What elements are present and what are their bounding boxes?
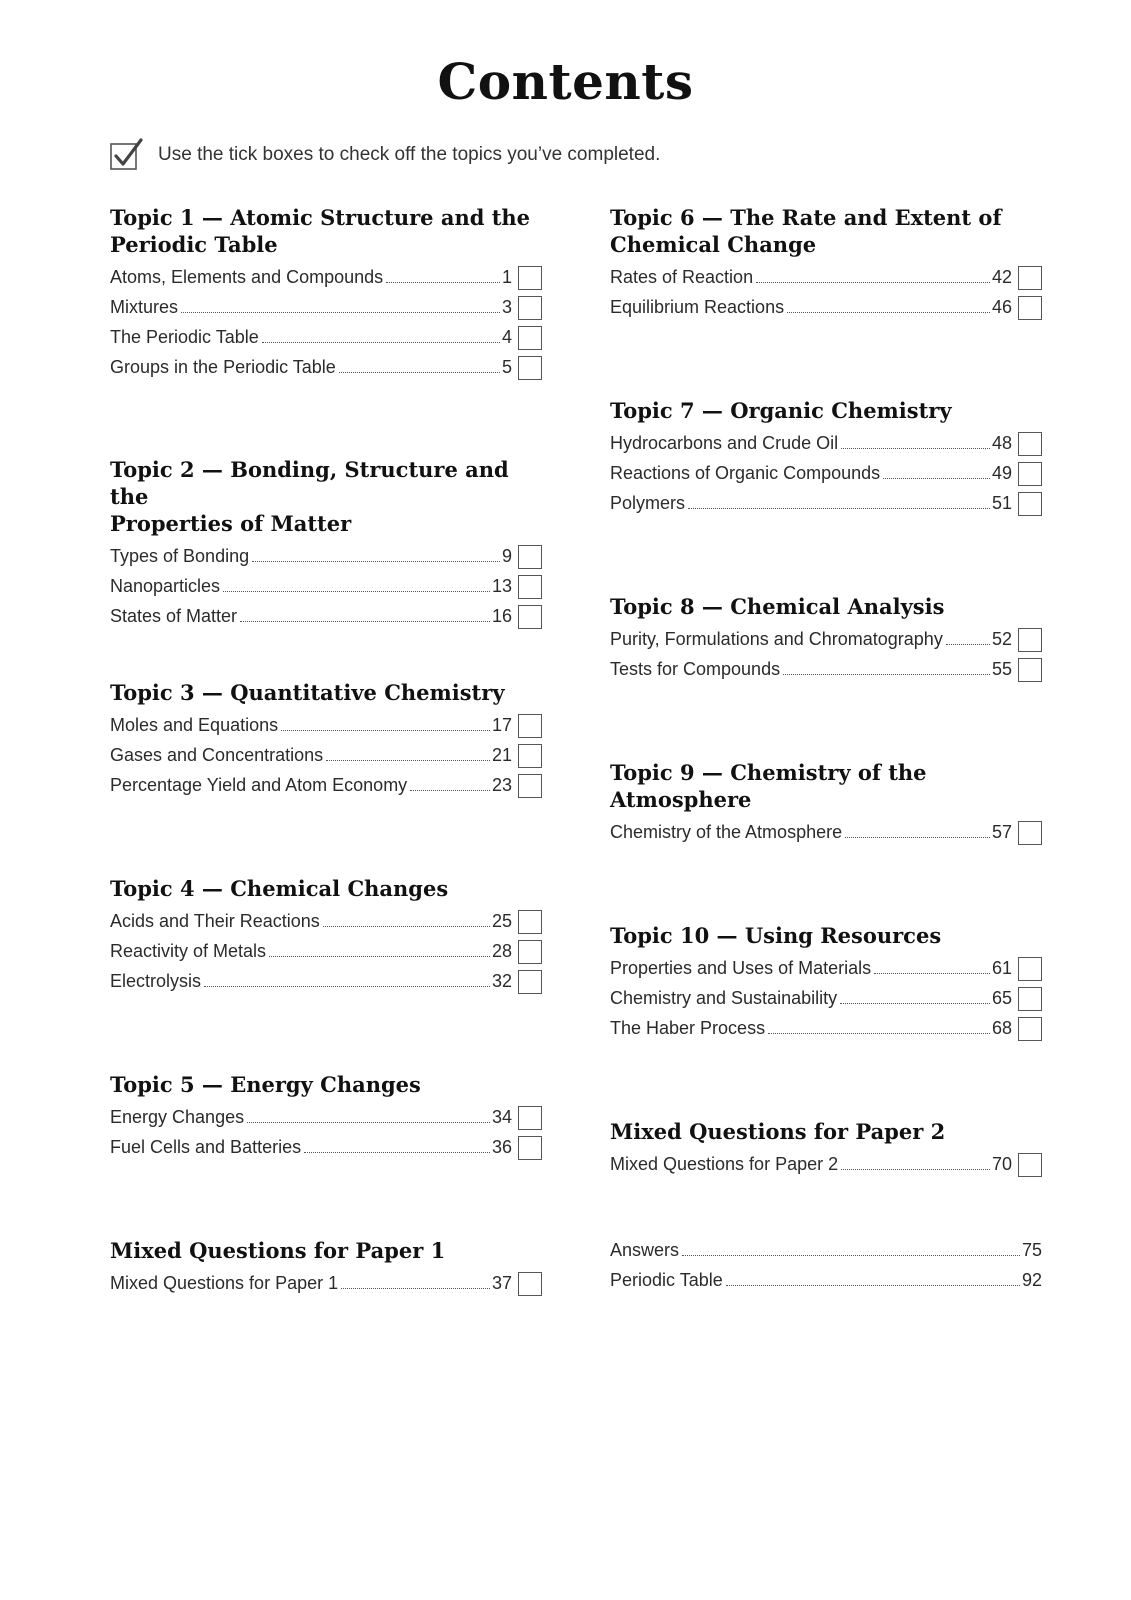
dot-leader [841, 1169, 990, 1170]
toc-entry [610, 292, 1042, 322]
dot-leader [204, 986, 490, 987]
instruction-text: Use the tick boxes to check off the topics you’ve completed. [158, 144, 661, 165]
toc-entry [110, 966, 542, 996]
toc-entry-label: Groups in the Periodic Table [110, 357, 336, 377]
dot-leader [883, 478, 990, 479]
toc-entry-label: Moles and Equations [110, 715, 279, 735]
toc-entry-label: Mixed Questions for Paper 2 [610, 1154, 839, 1174]
toc-entry [110, 936, 542, 966]
section-title [110, 204, 542, 258]
toc-section [610, 759, 1042, 847]
toc-entry-page: 70 [991, 1154, 1012, 1174]
tick-box[interactable] [518, 970, 542, 994]
dot-leader [787, 312, 990, 313]
dot-leader [756, 282, 990, 283]
tick-box[interactable] [518, 356, 542, 380]
tick-box[interactable] [518, 940, 542, 964]
toc-entry-label: Mixed Questions for Paper 1 [110, 1273, 339, 1293]
tick-box[interactable] [518, 744, 542, 768]
dot-leader [874, 973, 990, 974]
tick-box[interactable] [518, 1136, 542, 1160]
section-title [110, 679, 542, 706]
toc-section [610, 204, 1042, 322]
toc-entry-page: 49 [991, 463, 1012, 483]
toc-entry-page: 34 [491, 1107, 512, 1127]
section-title [610, 1118, 1042, 1145]
toc-entry [610, 428, 1042, 458]
toc-entry-label: Gases and Concentrations [110, 745, 324, 765]
tick-box[interactable] [1018, 492, 1042, 516]
tick-box[interactable] [1018, 462, 1042, 486]
section-title-line: Topic 9 — Chemistry of the [610, 760, 927, 785]
section-title-line: Topic 10 — Using Resources [610, 923, 942, 948]
dot-leader [783, 674, 990, 675]
tick-box[interactable] [518, 266, 542, 290]
tick-box[interactable] [518, 774, 542, 798]
toc-entry [110, 601, 542, 631]
instruction [110, 138, 660, 172]
tick-box[interactable] [1018, 658, 1042, 682]
section-title [110, 1071, 542, 1098]
toc-entry [110, 541, 542, 571]
section-title-line: Topic 4 — Chemical Changes [110, 876, 449, 901]
toc-entry [110, 292, 542, 322]
toc-entry [110, 906, 542, 936]
section-title [610, 922, 1042, 949]
tick-box[interactable] [1018, 1153, 1042, 1177]
toc-entry-label: Properties and Uses of Materials [610, 958, 872, 978]
toc-entry [110, 262, 542, 292]
toc-entry-label: Equilibrium Reactions [610, 297, 785, 317]
toc-entry [610, 817, 1042, 847]
toc-entry [610, 654, 1042, 684]
toc-entry-page: 28 [491, 941, 512, 961]
toc-section [110, 1071, 542, 1162]
dot-leader [682, 1255, 1020, 1256]
dot-leader [247, 1122, 490, 1123]
tick-box[interactable] [518, 326, 542, 350]
toc-entry-page: 75 [1021, 1240, 1042, 1260]
section-title-line: Periodic Table [110, 232, 278, 257]
section-title-line: Topic 7 — Organic Chemistry [610, 398, 952, 423]
toc-entry [610, 1149, 1042, 1179]
dot-leader [281, 730, 490, 731]
toc-entry-label: Purity, Formulations and Chromatography [610, 629, 943, 649]
checkbox-tick-icon [110, 138, 144, 172]
toc-entry-page: 51 [991, 493, 1012, 513]
dot-leader [262, 342, 500, 343]
toc-entry-page: 92 [1021, 1270, 1042, 1290]
section-title [610, 397, 1042, 424]
toc-entry-label: Types of Bonding [110, 546, 250, 566]
toc-entry [610, 983, 1042, 1013]
toc-entry-page: 23 [491, 775, 512, 795]
dot-leader [946, 644, 990, 645]
toc-entry-label: Percentage Yield and Atom Economy [110, 775, 408, 795]
toc-section [110, 204, 542, 382]
toc-section [610, 593, 1042, 684]
toc-entry-label: Acids and Their Reactions [110, 911, 320, 931]
toc-entry-label: Chemistry and Sustainability [610, 988, 838, 1008]
toc-entry-label: Tests for Compounds [610, 659, 781, 679]
toc-entry [610, 953, 1042, 983]
toc-entry-page: 25 [491, 911, 512, 931]
toc-entry-page: 21 [491, 745, 512, 765]
toc-entry-label: Energy Changes [110, 1107, 245, 1127]
toc-entry-label: Atoms, Elements and Compounds [110, 267, 384, 287]
toc-entry [610, 1013, 1042, 1043]
toc-entry-page: 57 [991, 822, 1012, 842]
toc-entry-page: 5 [501, 357, 512, 377]
tick-box[interactable] [1018, 987, 1042, 1011]
toc-entry [110, 1132, 542, 1162]
toc-entry-label: Reactivity of Metals [110, 941, 267, 961]
toc-section [110, 679, 542, 800]
toc-entry-label: Mixtures [110, 297, 179, 317]
dot-leader [223, 591, 490, 592]
back-matter [610, 1235, 1042, 1295]
toc-entry-page: 17 [491, 715, 512, 735]
dot-leader [726, 1285, 1020, 1286]
toc-entry [610, 262, 1042, 292]
dot-leader [841, 448, 990, 449]
toc-entry [110, 710, 542, 740]
toc-entry [110, 322, 542, 352]
section-title [110, 1237, 542, 1264]
toc-entry-label: Chemistry of the Atmosphere [610, 822, 843, 842]
toc-entry-label: Polymers [610, 493, 686, 513]
dot-leader [410, 790, 490, 791]
section-title-line: Topic 8 — Chemical Analysis [610, 594, 945, 619]
toc-entry [110, 1268, 542, 1298]
toc-entry [610, 1265, 1042, 1295]
dot-leader [252, 561, 500, 562]
section-title-line: Topic 2 — Bonding, Structure and the [110, 457, 509, 509]
toc-section [610, 1118, 1042, 1179]
toc-entry-label: The Periodic Table [110, 327, 259, 347]
toc-entry-label: Reactions of Organic Compounds [610, 463, 881, 483]
section-title-line: Mixed Questions for Paper 2 [610, 1119, 946, 1144]
toc-entry [110, 352, 542, 382]
section-title-line: Chemical Change [610, 232, 817, 257]
tick-box[interactable] [1018, 296, 1042, 320]
toc-entry-page: 46 [991, 297, 1012, 317]
toc-entry-page: 36 [491, 1137, 512, 1157]
tick-box[interactable] [1018, 1017, 1042, 1041]
toc-entry-label: Fuel Cells and Batteries [110, 1137, 302, 1157]
toc-entry-page: 4 [501, 327, 512, 347]
toc-entry [110, 1102, 542, 1132]
toc-entry-page: 52 [991, 629, 1012, 649]
toc-entry-page: 61 [991, 958, 1012, 978]
toc-entry-label: Answers [610, 1240, 680, 1260]
section-title [610, 593, 1042, 620]
dot-leader [326, 760, 490, 761]
dot-leader [181, 312, 500, 313]
toc-entry-page: 55 [991, 659, 1012, 679]
dot-leader [386, 282, 500, 283]
toc-entry-page: 13 [491, 576, 512, 596]
tick-box[interactable] [518, 910, 542, 934]
section-title-line: Topic 1 — Atomic Structure and the [110, 205, 531, 230]
toc-entry-page: 42 [991, 267, 1012, 287]
toc-section [110, 1237, 542, 1298]
toc-entry-page: 1 [501, 267, 512, 287]
tick-box[interactable] [518, 605, 542, 629]
toc-entry-label: The Haber Process [610, 1018, 766, 1038]
section-title-line: Topic 6 — The Rate and Extent of [610, 205, 1002, 230]
dot-leader [304, 1152, 490, 1153]
tick-box[interactable] [518, 1106, 542, 1130]
toc-entry-label: Hydrocarbons and Crude Oil [610, 433, 839, 453]
toc-section [110, 875, 542, 996]
toc-entry [610, 488, 1042, 518]
tick-box[interactable] [518, 1272, 542, 1296]
tick-box[interactable] [518, 714, 542, 738]
tick-box[interactable] [1018, 821, 1042, 845]
dot-leader [339, 372, 500, 373]
toc-section [110, 456, 542, 631]
section-title-line: Mixed Questions for Paper 1 [110, 1238, 446, 1263]
toc-entry-label: Nanoparticles [110, 576, 221, 596]
dot-leader [341, 1288, 490, 1289]
page-title: Contents [437, 52, 694, 111]
tick-box[interactable] [518, 296, 542, 320]
toc-entry [110, 770, 542, 800]
dot-leader [323, 926, 490, 927]
dot-leader [688, 508, 990, 509]
toc-entry-page: 37 [491, 1273, 512, 1293]
dot-leader [269, 956, 490, 957]
toc-entry-label: States of Matter [110, 606, 238, 626]
tick-box[interactable] [1018, 432, 1042, 456]
toc-entry-page: 68 [991, 1018, 1012, 1038]
dot-leader [845, 837, 990, 838]
toc-entry [110, 740, 542, 770]
toc-entry-label: Periodic Table [610, 1270, 723, 1290]
dot-leader [768, 1033, 990, 1034]
dot-leader [840, 1003, 990, 1004]
tick-box[interactable] [1018, 957, 1042, 981]
toc-entry-page: 48 [991, 433, 1012, 453]
toc-entry [610, 458, 1042, 488]
section-title [110, 875, 542, 902]
tick-box[interactable] [1018, 266, 1042, 290]
section-title [610, 759, 1042, 813]
toc-entry-page: 32 [491, 971, 512, 991]
section-title-line: Topic 3 — Quantitative Chemistry [110, 680, 505, 705]
tick-box[interactable] [518, 545, 542, 569]
toc-entry [610, 624, 1042, 654]
dot-leader [240, 621, 490, 622]
toc-entry-label: Rates of Reaction [610, 267, 754, 287]
toc-entry [610, 1235, 1042, 1265]
toc-entry-page: 3 [501, 297, 512, 317]
toc-section [610, 397, 1042, 518]
section-title [110, 456, 542, 537]
toc-entry-page: 16 [491, 606, 512, 626]
toc-entry-label: Electrolysis [110, 971, 202, 991]
section-title-line: Atmosphere [610, 787, 752, 812]
tick-box[interactable] [1018, 628, 1042, 652]
section-title-line: Properties of Matter [110, 511, 352, 536]
section-title-line: Topic 5 — Energy Changes [110, 1072, 421, 1097]
section-title [610, 204, 1042, 258]
toc-entry-page: 65 [991, 988, 1012, 1008]
toc-section [610, 922, 1042, 1043]
tick-box[interactable] [518, 575, 542, 599]
toc-entry-page: 9 [501, 546, 512, 566]
toc-entry [110, 571, 542, 601]
